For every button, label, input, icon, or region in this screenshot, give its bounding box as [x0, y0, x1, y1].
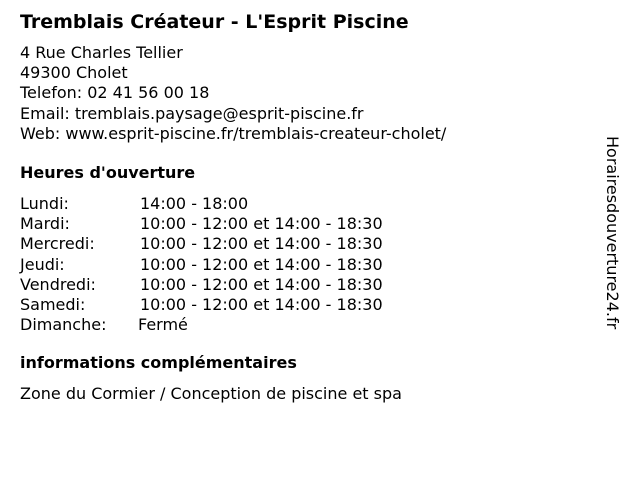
business-title: Tremblais Créateur - L'Esprit Piscine — [20, 11, 409, 33]
street-address: 4 Rue Charles Tellier — [20, 43, 183, 62]
email-line: Email: tremblais.paysage@esprit-piscine.fr — [20, 103, 364, 123]
day-hours: 10:00 - 12:00 et 14:00 - 18:30 — [140, 254, 383, 274]
day-hours: 10:00 - 12:00 et 14:00 - 18:30 — [140, 234, 383, 254]
phone-line: Telefon: 02 41 56 00 18 — [20, 83, 210, 103]
site-watermark: Horairesdouverture24.fr — [603, 136, 622, 330]
info-heading: informations complémentaires — [20, 353, 297, 372]
day-hours: 14:00 - 18:00 — [140, 194, 249, 213]
day-label: Samedi: — [20, 294, 86, 314]
day-label: Mardi: — [20, 214, 70, 234]
day-hours: 10:00 - 12:00 et 14:00 - 18:30 — [140, 274, 383, 294]
day-hours: Fermé — [138, 315, 188, 335]
day-hours: 10:00 - 12:00 et 14:00 - 18:30 — [140, 214, 383, 234]
day-label: Dimanche: — [20, 315, 107, 335]
day-label: Jeudi: — [20, 254, 65, 274]
day-label: Lundi: — [20, 194, 69, 213]
day-label: Vendredi: — [20, 274, 96, 294]
city-postal: 49300 Cholet — [20, 63, 128, 83]
contact-block — [20, 43, 446, 144]
day-label: Mercredi: — [20, 234, 95, 254]
hours-heading: Heures d'ouverture — [20, 163, 196, 182]
info-text: Zone du Cormier / Conception de piscine et spa — [20, 384, 402, 403]
day-hours: 10:00 - 12:00 et 14:00 - 18:30 — [140, 294, 383, 314]
web-line: Web: www.esprit-piscine.fr/tremblais-createur-cholet/ — [20, 123, 447, 143]
